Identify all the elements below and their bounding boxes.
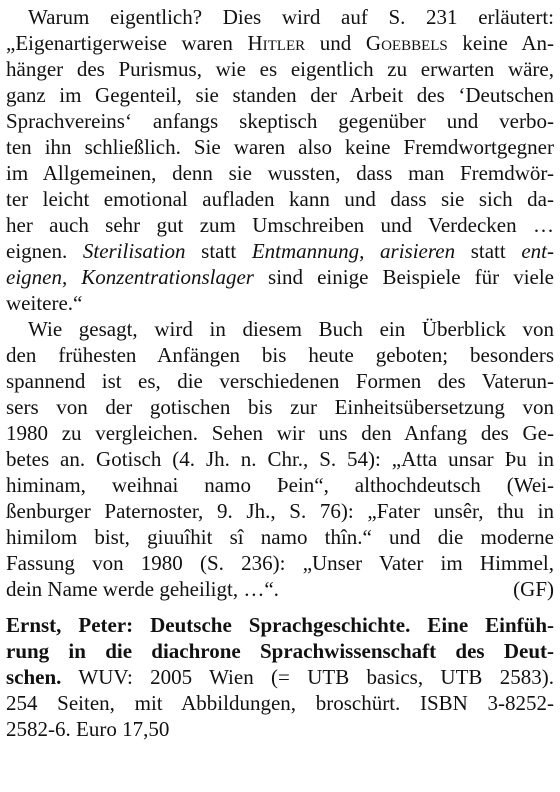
text-run: und bbox=[305, 31, 366, 55]
italic-term: Sterilisation bbox=[82, 239, 186, 263]
text-line: himilom bist, giuuîhit sî namo thîn.“ und die moderne bbox=[6, 525, 554, 549]
text-run: statt bbox=[185, 239, 252, 263]
book-citation-bold: schen. bbox=[6, 665, 62, 689]
text-line: 1980 zu vergleichen. Sehen wir uns den Anfang des Ge- bbox=[6, 421, 554, 445]
book-citation-bold: rung in die diachrone Sprachwissenschaft des Deut- bbox=[6, 639, 554, 663]
review-bibliography bbox=[6, 612, 554, 742]
text-line: 2582-6. Euro 17,50 bbox=[6, 717, 170, 741]
document-page bbox=[6, 4, 554, 742]
text-line bbox=[6, 30, 554, 56]
text-line: hänger des Purismus, wie es eigentlich zu erwarten wäre, bbox=[6, 57, 554, 81]
italic-term: eignen, Konzentrationslager bbox=[6, 265, 254, 289]
book-citation-bold: Ernst, Peter: Deutsche Sprachgeschichte. Eine Einfüh- bbox=[6, 613, 554, 637]
text-line: her auch sehr gut zum Umschreiben und Verdecken … bbox=[6, 213, 554, 237]
italic-term: ent- bbox=[521, 239, 554, 263]
section-gap bbox=[6, 602, 554, 612]
text-line: ten ihn schließlich. Sie waren also keine Fremdwortgegner bbox=[6, 135, 554, 159]
text-line: ßenburger Paternoster, 9. Jh., S. 76): „Fater unsêr, thu in bbox=[6, 499, 554, 523]
text-run: „Eigenartigerweise waren bbox=[6, 31, 248, 55]
text-line: 254 Seiten, mit Abbildungen, broschürt. ISBN 3-8252- bbox=[6, 691, 554, 715]
text-line bbox=[6, 612, 554, 638]
text-line: betes an. Gotisch (4. Jh. n. Chr., S. 54): „Atta unsar Þu in bbox=[6, 447, 554, 471]
text-line bbox=[6, 576, 554, 602]
text-run: statt bbox=[455, 239, 522, 263]
text-line: spannend ist es, die verschiedenen Formen des Vaterun- bbox=[6, 369, 554, 393]
text-run: dein Name werde geheiligt, …“. bbox=[6, 577, 279, 601]
person-name: Hitler bbox=[247, 31, 306, 55]
text-line: Fassung von 1980 (S. 236): „Unser Vater im Himmel, bbox=[6, 551, 554, 575]
body-paragraph bbox=[6, 316, 554, 602]
text-line: himinam, weihnai namo Þein“, althochdeutsch (Wei- bbox=[6, 473, 554, 497]
text-line: ganz im Gegenteil, sie standen der Arbeit des ‘Deutschen bbox=[6, 83, 554, 107]
text-line: Warum eigentlich? Dies wird auf S. 231 erläutert: bbox=[28, 5, 554, 29]
italic-term: Entmannung, arisieren bbox=[251, 239, 456, 263]
text-line: weitere.“ bbox=[6, 291, 83, 315]
text-line: ter leicht emotional aufladen kann und dass sie sich da- bbox=[6, 187, 554, 211]
text-line bbox=[6, 264, 554, 290]
reviewer-signature: (GF) bbox=[513, 577, 554, 601]
text-line bbox=[6, 664, 554, 690]
text-run: keine An- bbox=[447, 31, 554, 55]
text-line bbox=[6, 238, 554, 264]
text-line: Wie gesagt, wird in diesem Buch ein Überblick von bbox=[28, 317, 554, 341]
text-line: sers von der gotischen bis zur Einheitsübersetzung von bbox=[6, 395, 554, 419]
text-run: eignen. bbox=[6, 239, 83, 263]
text-run: WUV: 2005 Wien (= UTB basics, UTB 2583). bbox=[61, 665, 554, 689]
text-line: Sprachvereins‘ anfangs skeptisch gegenüber und verbo- bbox=[6, 109, 554, 133]
text-line: den frühesten Anfängen bis heute geboten; besonders bbox=[6, 343, 554, 367]
text-run: sind einige Beispiele für viele bbox=[253, 265, 555, 289]
person-name: Goebbels bbox=[365, 31, 448, 55]
text-line: im Allgemeinen, denn sie wussten, dass man Fremdwör- bbox=[6, 161, 554, 185]
quote-paragraph bbox=[6, 4, 554, 316]
text-line bbox=[6, 638, 554, 664]
